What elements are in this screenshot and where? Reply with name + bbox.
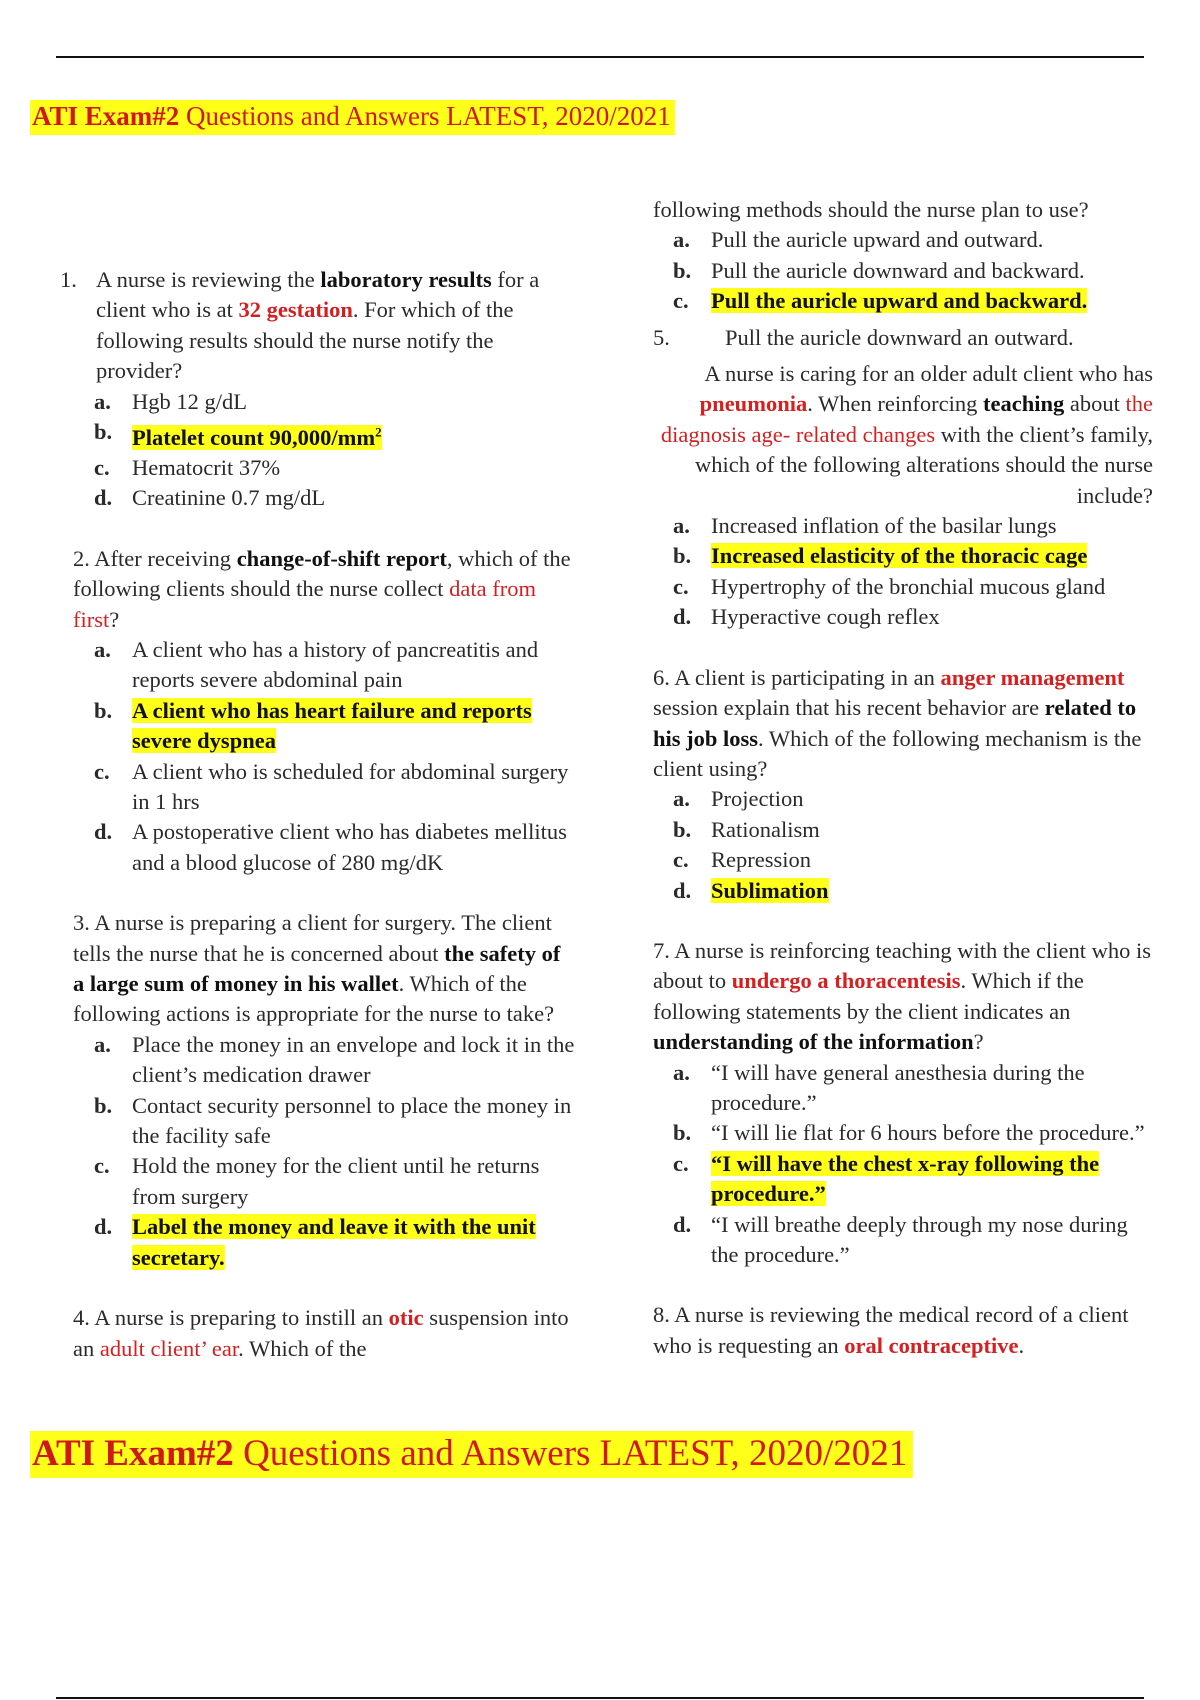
option-4c: c. Pull the auricle upward and backward. — [673, 288, 1088, 314]
option-2a-text: A client who has a history of pancreatitis and reports severe abdominal pain — [132, 636, 539, 693]
q4-red-1: otic — [388, 1305, 424, 1331]
option-5a: a. Increased inflation of the basilar lungs — [653, 511, 1153, 541]
question-6 — [653, 663, 1153, 906]
option-2d-text: A postoperative client who has diabetes mellitus and a blood glucose of 280 mg/dK — [132, 819, 567, 875]
q7-red-1: undergo a thoracentesis — [731, 968, 961, 994]
q6-text-1: 6. A client is participating in an — [653, 664, 941, 690]
option-7c: c. “I will have the chest x-ray following the procedure.” — [673, 1150, 1100, 1207]
option-5c: c. Hypertrophy of the bronchial mucous gland — [653, 572, 1153, 602]
option-6a: a. Projection — [653, 784, 1153, 814]
option-7d-text: “I will breathe deeply through my nose during the procedure.” — [711, 1211, 1128, 1267]
option-5d-text: Hyperactive cough reflex — [711, 604, 940, 630]
q5-red-2: the diagnosis age- related changes — [660, 391, 1153, 447]
option-1b-text-highlighted: Platelet count $90,000/mm^2$ — [132, 424, 382, 450]
option-1b-superscript: 2 — [375, 424, 382, 440]
option-7d: d. “I will breathe deeply through my nose during the procedure.” — [653, 1210, 1153, 1271]
option-4a-text: Pull the auricle upward and outward. — [711, 227, 1044, 253]
q7-bold-1: understanding of the information — [653, 1029, 974, 1055]
q4-text-3: . Which of the — [238, 1335, 367, 1361]
q5-text-2: . When reinforcing — [807, 391, 983, 417]
option-4b: b. Pull the auricle downward and backward. — [653, 256, 1153, 286]
option-4c-text-highlighted: Pull the auricle upward and backward. — [711, 288, 1088, 314]
q1-red-1: 32 gestation — [238, 297, 353, 323]
question-2 — [60, 544, 575, 878]
option-2a: a. A client who has a history of pancreatitis and reports severe abdominal pain — [60, 635, 575, 696]
q2-bold-1: change-of-shift report — [236, 545, 447, 571]
q6-text-3: . Which of the following mechanism is the client using? — [653, 725, 1142, 781]
question-5 — [653, 323, 1153, 633]
question-1-options — [60, 387, 575, 514]
option-3d-text-highlighted: Label the money and leave it with the unit secretary. — [132, 1214, 536, 1270]
q5-text-3: about — [1064, 391, 1126, 417]
option-3a-text: Place the money in an envelope and lock it in the client’s medication drawer — [132, 1031, 575, 1088]
q1-text-1: A nurse is reviewing the — [96, 267, 321, 292]
footer-title-prefix: ATI Exam#2 — [32, 1433, 234, 1474]
top-rule — [56, 56, 1144, 58]
question-4-continued — [653, 195, 1153, 317]
q3-text-1: 3. A nurse is preparing a client for surgery. The client tells the nurse that he is concerned about — [73, 910, 552, 966]
question-3 — [60, 908, 575, 1273]
q4-text-2: suspension into an — [73, 1305, 569, 1361]
header-title-rest: Questions and Answers LATEST, 2020/2021 — [179, 101, 671, 131]
question-5-options — [653, 511, 1153, 633]
q1-text-2: for a client who is at — [96, 267, 540, 323]
option-6c-text: Repression — [711, 847, 811, 873]
question-3-options — [60, 1030, 575, 1273]
header-title-prefix: ATI Exam#2 — [32, 101, 180, 131]
option-2c-text: A client who is scheduled for abdominal surgery in 1 hrs — [132, 758, 569, 814]
option-3a: a. Place the money in an envelope and lock it in the client’s medication drawer — [60, 1030, 575, 1091]
footer-title-rest: Questions and Answers LATEST, 2020/2021 — [233, 1433, 908, 1474]
question-3-stem — [60, 908, 575, 1030]
q4-text-1: 4. A nurse is preparing to instill an — [73, 1305, 389, 1331]
option-1b: b. Platelet count $90,000/mm^2$ — [94, 419, 382, 450]
option-2b: b. A client who has heart failure and reports severe dyspnea — [94, 697, 532, 754]
question-1-number: 1. — [60, 267, 77, 292]
left-column — [60, 265, 575, 1364]
right-column — [653, 195, 1153, 1361]
option-5b-text-highlighted: Increased elasticity of the thoracic cage — [711, 543, 1088, 569]
option-1a-text: Hgb 12 g/dL — [132, 388, 247, 414]
q7-text-2: . Which if the following statements by the client indicates an — [653, 968, 1084, 1024]
q2-text-1: 2. After receiving — [73, 545, 237, 571]
q3-text-2: . Which of the following actions is appropriate for the nurse to take? — [73, 971, 555, 1027]
q6-bold-1: related to his job loss — [653, 695, 1137, 751]
option-1d-text: Creatinine 0.7 mg/dL — [132, 485, 326, 511]
question-7-stem — [653, 936, 1153, 1058]
option-3d: d. Label the money and leave it with the unit secretary. — [94, 1214, 536, 1270]
option-3b: b. Contact security personnel to place the money in the facility safe — [60, 1091, 575, 1152]
question-2-options — [60, 635, 575, 878]
option-1a: a. Hgb 12 g/dL — [60, 387, 575, 417]
option-7b-text: “I will lie flat for 6 hours before the procedure.” — [711, 1120, 1145, 1146]
question-7-options — [653, 1058, 1153, 1271]
q8-text-2: . — [1018, 1332, 1025, 1358]
q5-bold-1: teaching — [983, 391, 1065, 417]
question-4-options — [653, 225, 1153, 316]
q5-text-1: A nurse is caring for an older adult client who has — [704, 361, 1153, 387]
question-2-stem — [60, 544, 575, 635]
question-4-start — [60, 1303, 575, 1364]
q2-text-2: , which of the following clients should the nurse collect — [73, 545, 571, 602]
question-1 — [60, 265, 575, 514]
option-7a-text: “I will have general anesthesia during the procedure.” — [711, 1059, 1085, 1115]
page-header-title — [30, 100, 675, 135]
option-2b-text-highlighted: A client who has heart failure and reports severe dyspnea — [132, 697, 532, 754]
question-8-stem — [653, 1300, 1153, 1361]
option-4a: a. Pull the auricle upward and outward. — [653, 225, 1153, 255]
option-7a: a. “I will have general anesthesia during the procedure.” — [653, 1058, 1153, 1119]
option-7b: b. “I will lie flat for 6 hours before the procedure.” — [653, 1118, 1153, 1148]
q8-text-1: 8. A nurse is reviewing the medical record of a client who is requesting an — [653, 1302, 1129, 1358]
option-1d: d. Creatinine 0.7 mg/dL — [60, 483, 575, 513]
q6-red-1: anger management — [940, 664, 1125, 690]
option-1c-text: Hematocrit 37% — [132, 454, 281, 480]
q6-text-2: session explain that his recent behavior are — [653, 695, 1045, 721]
question-6-stem — [653, 663, 1153, 785]
option-6d: d. Sublimation — [673, 877, 829, 903]
option-3b-text: Contact security personnel to place the money in the facility safe — [132, 1092, 572, 1149]
option-5b: b. Increased elasticity of the thoracic cage — [673, 543, 1088, 569]
option-6d-text-highlighted: Sublimation — [711, 877, 829, 903]
q2-text-3: ? — [109, 606, 120, 632]
question-4-stem — [60, 1303, 575, 1364]
question-5-stem — [653, 359, 1153, 511]
question-8-start — [653, 1300, 1153, 1361]
bottom-rule — [56, 1697, 1144, 1699]
option-3c-text: Hold the money for the client until he returns from surgery — [132, 1153, 540, 1209]
q4-red-2: adult client’ ear — [99, 1335, 239, 1361]
question-5-number-text: Pull the auricle downward an outward. — [725, 324, 1074, 350]
q1-bold-1: laboratory results — [320, 267, 492, 292]
option-5a-text: Increased inflation of the basilar lungs — [711, 513, 1057, 539]
option-7c-text-highlighted: “I will have the chest x-ray following the procedure.” — [711, 1150, 1100, 1207]
q5-text-4: with the client’s family, which of the following alterations should the nurse include? — [694, 421, 1153, 508]
option-5c-text: Hypertrophy of the bronchial mucous gland — [711, 573, 1106, 599]
option-1c: c. Hematocrit 37% — [60, 453, 575, 483]
question-1-stem — [60, 265, 575, 387]
question-4-stem-continued: following methods should the nurse plan to use? — [653, 197, 1089, 222]
q8-red-1: oral contraceptive — [844, 1332, 1019, 1358]
q3-bold-1: the safety of a large sum of money in his wallet — [73, 940, 561, 997]
question-6-options — [653, 784, 1153, 906]
option-2c: c. A client who is scheduled for abdominal surgery in 1 hrs — [60, 757, 575, 818]
page-footer-title — [30, 1431, 913, 1478]
option-6b-text: Rationalism — [711, 816, 820, 842]
option-5d: d. Hyperactive cough reflex — [653, 602, 1153, 632]
q2-red-1: data from first — [73, 576, 537, 632]
option-4b-text: Pull the auricle downward and backward. — [711, 257, 1085, 283]
option-6b: b. Rationalism — [653, 815, 1153, 845]
q7-text-3: ? — [973, 1029, 984, 1055]
q7-text-1: 7. A nurse is reinforcing teaching with the client who is about to — [653, 937, 1152, 994]
question-7 — [653, 936, 1153, 1270]
question-5-number: 5. — [653, 324, 670, 350]
question-5-number-line — [653, 323, 1153, 353]
q5-red-1: pneumonia — [699, 391, 808, 417]
option-2d: d. A postoperative client who has diabetes mellitus and a blood glucose of 280 mg/dK — [60, 817, 575, 878]
option-6a-text: Projection — [711, 786, 804, 812]
option-3c: c. Hold the money for the client until he returns from surgery — [60, 1151, 575, 1212]
q1-text-3: . For which of the following results should the nurse notify the provider? — [96, 297, 514, 384]
option-6c: c. Repression — [653, 845, 1153, 875]
